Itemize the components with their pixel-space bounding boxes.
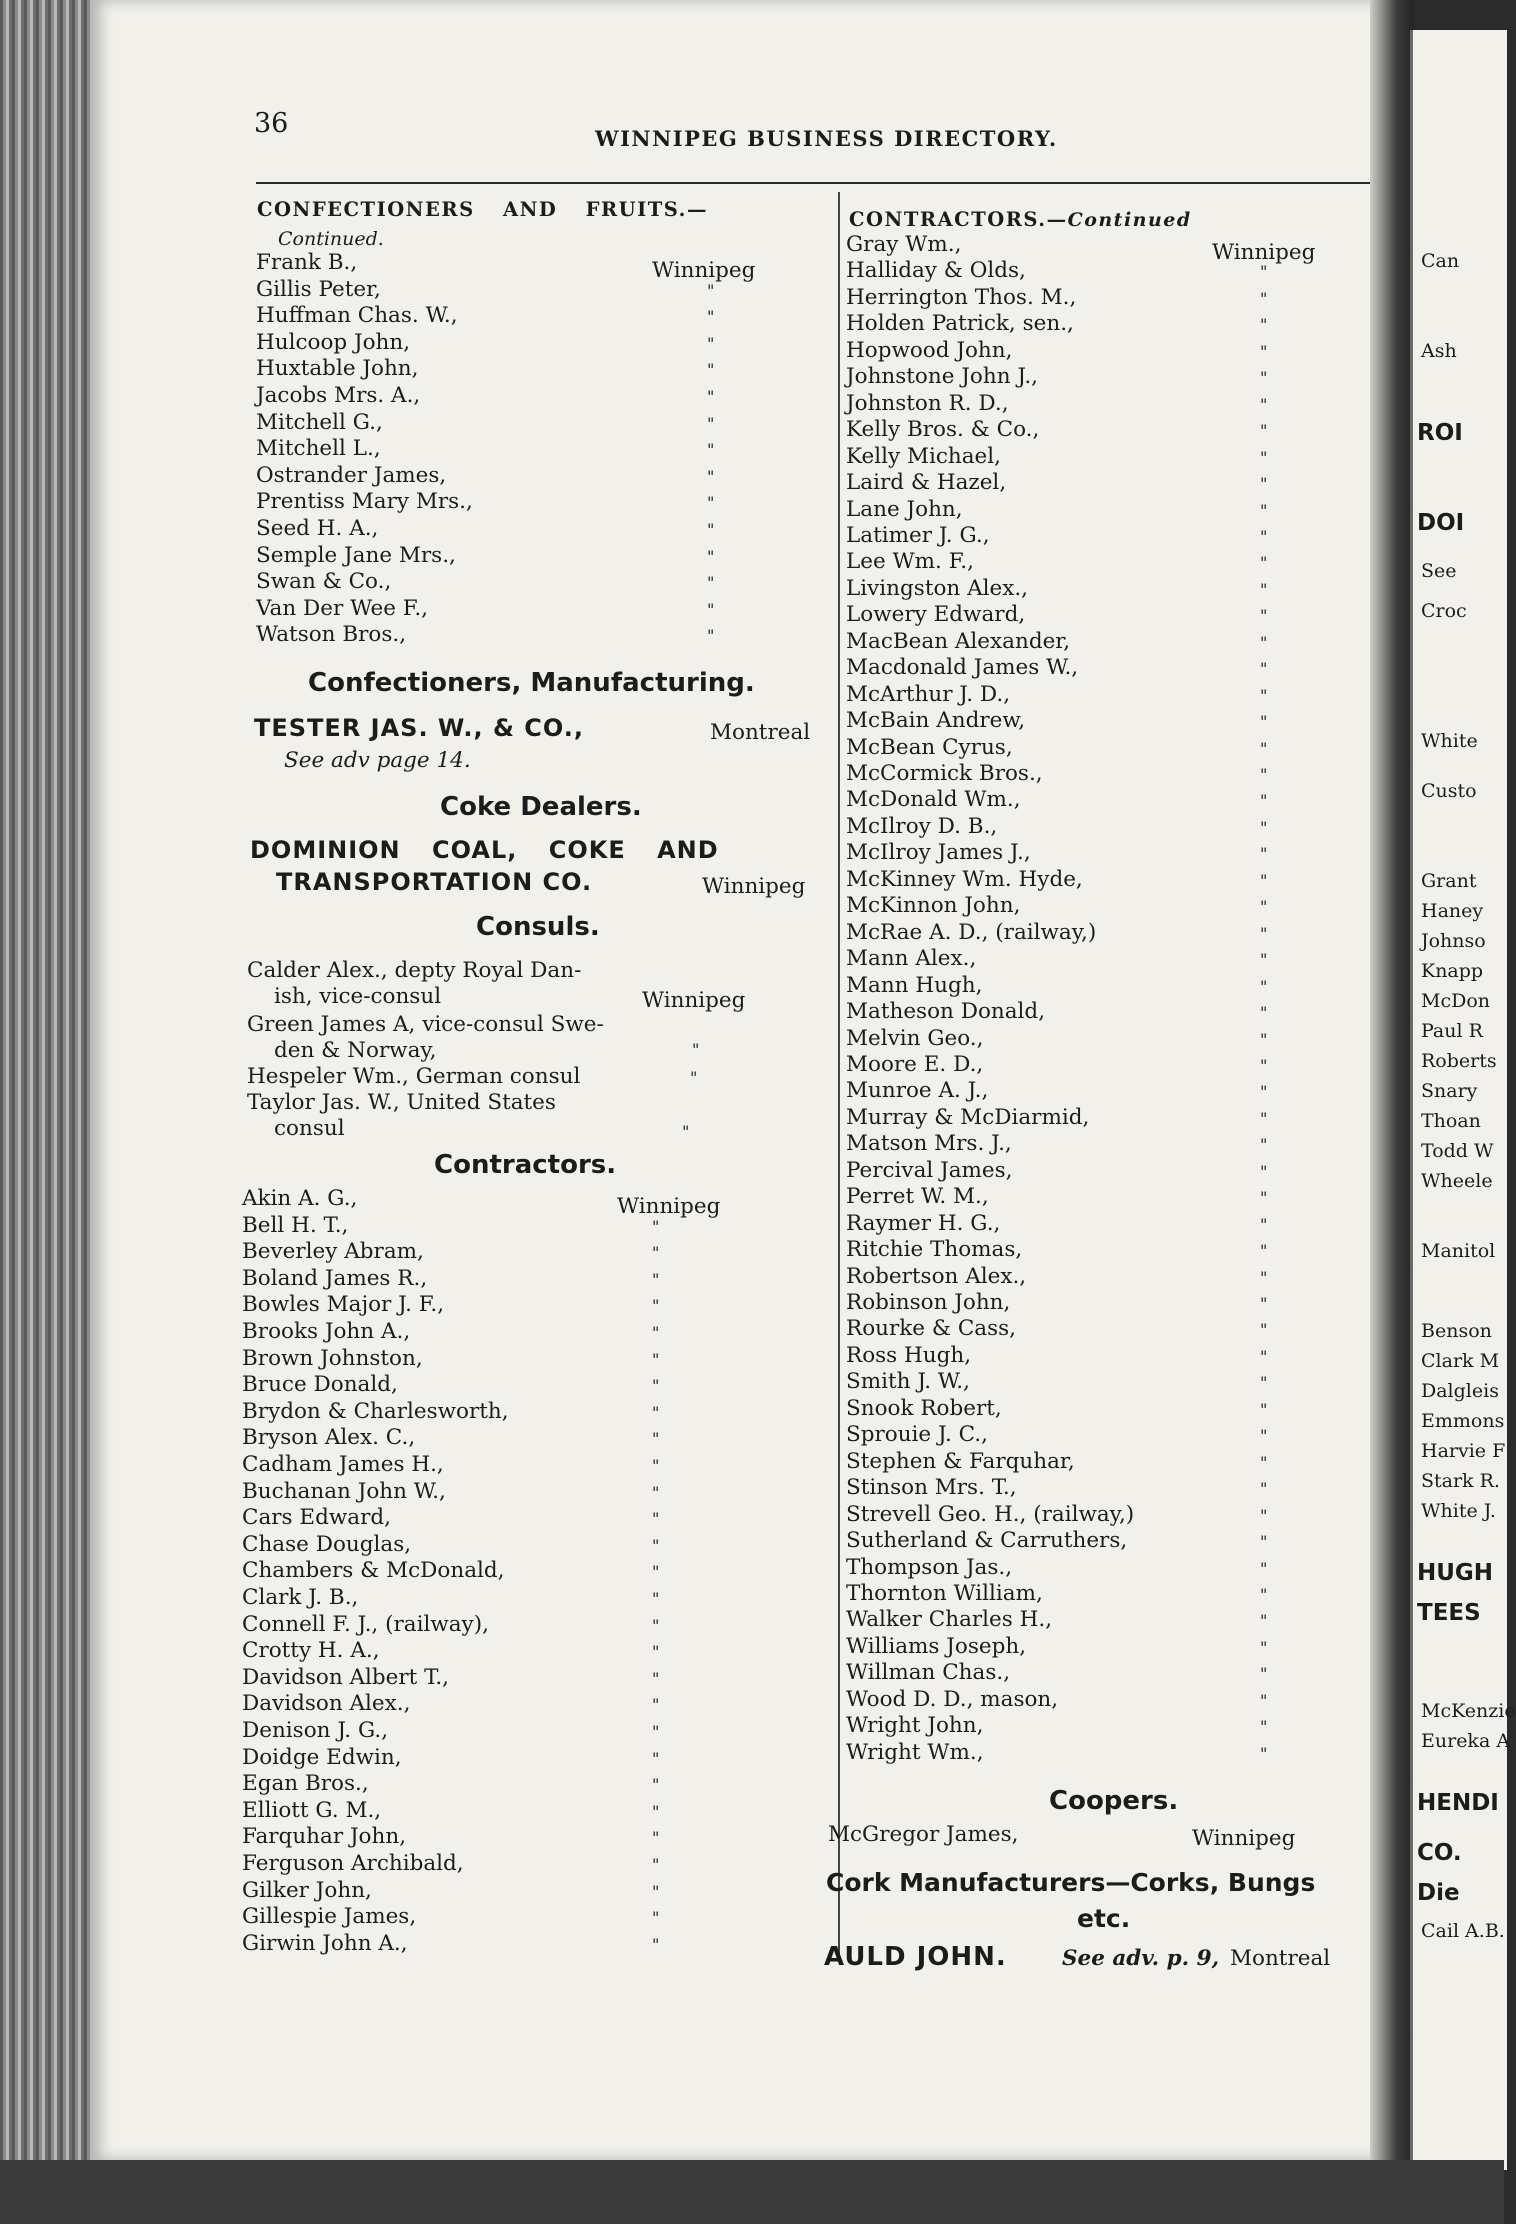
ditto-mark: " bbox=[652, 1775, 660, 1795]
entry-name: Thornton William, bbox=[846, 1580, 1043, 1606]
book-spine bbox=[0, 0, 100, 2224]
entry-name: Kelly Michael, bbox=[846, 443, 1001, 469]
entry-name: Boland James R., bbox=[242, 1265, 428, 1291]
facing-page-fragment: White J. bbox=[1421, 1500, 1496, 1522]
ditto-mark: " bbox=[1260, 394, 1268, 414]
column-divider bbox=[838, 192, 840, 1962]
entry-name: Gillespie James, bbox=[242, 1904, 417, 1930]
ditto-mark: " bbox=[652, 1349, 660, 1369]
entry-name: Rourke & Cass, bbox=[846, 1316, 1016, 1342]
facing-page-fragment: McDon bbox=[1421, 990, 1491, 1012]
ditto-mark: " bbox=[1260, 474, 1268, 494]
ditto-mark: " bbox=[1260, 712, 1268, 732]
ditto-mark: " bbox=[652, 1402, 660, 1422]
ditto-mark: " bbox=[707, 493, 715, 513]
entry-name: Seed H. A., bbox=[256, 516, 379, 541]
entry-name: Johnston R. D., bbox=[846, 390, 1009, 416]
continued-note: Continued. bbox=[278, 228, 384, 250]
entry-name: Mann Alex., bbox=[846, 946, 977, 972]
ditto-mark: " bbox=[1260, 1373, 1268, 1393]
ditto-mark: " bbox=[1260, 870, 1268, 890]
ditto-mark: " bbox=[652, 1535, 660, 1555]
entry-name: Holden Patrick, sen., bbox=[846, 311, 1074, 337]
ditto-mark: " bbox=[1260, 579, 1268, 599]
ditto-mark: " bbox=[1260, 1055, 1268, 1075]
header-rule bbox=[256, 182, 1402, 184]
ditto-mark: " bbox=[652, 1562, 660, 1582]
dominion-line1: DOMINION COAL, COKE AND bbox=[250, 836, 719, 864]
tester-place: Montreal bbox=[710, 720, 811, 745]
entry-name: McDonald Wm., bbox=[846, 787, 1021, 813]
entry-name: Matson Mrs. J., bbox=[846, 1131, 1012, 1157]
ditto-mark: " bbox=[1260, 1584, 1268, 1604]
facing-page-fragment: Johnso bbox=[1421, 930, 1486, 952]
entry-name: Smith J. W., bbox=[846, 1369, 970, 1395]
ditto-mark: " bbox=[1260, 1029, 1268, 1049]
entry-name: Farquhar John, bbox=[242, 1824, 407, 1850]
ditto-mark: " bbox=[1260, 685, 1268, 705]
entry-name: Bell H. T., bbox=[242, 1212, 349, 1238]
ditto-mark: " bbox=[1260, 421, 1268, 441]
entry-name: Halliday & Olds, bbox=[846, 258, 1026, 284]
ditto-mark: " bbox=[1260, 1558, 1268, 1578]
entry-name: Livingston Alex., bbox=[846, 575, 1029, 601]
entry-name: Sutherland & Carruthers, bbox=[846, 1528, 1128, 1554]
ditto-mark: " bbox=[1260, 950, 1268, 970]
entry-name: Watson Bros., bbox=[256, 622, 407, 648]
contractors-continued-title: CONTRACTORS.— bbox=[849, 208, 1068, 231]
ditto-mark: " bbox=[1260, 1108, 1268, 1128]
ditto-mark: " bbox=[707, 626, 715, 646]
facing-page-fragment: Roberts bbox=[1421, 1050, 1497, 1072]
dominion-line2: TRANSPORTATION CO. bbox=[276, 868, 593, 896]
ditto-mark: " bbox=[1260, 447, 1268, 467]
entry-name: Gray Wm., bbox=[846, 232, 962, 257]
facing-page-fragment: Die bbox=[1417, 1880, 1460, 1906]
facing-page-fragment: Eureka A bbox=[1421, 1730, 1511, 1752]
entry-name: McArthur J. D., bbox=[846, 681, 1011, 707]
entry-name: Robinson John, bbox=[846, 1290, 1011, 1315]
ditto-mark: " bbox=[1260, 1743, 1268, 1763]
entry-name: Doidge Edwin, bbox=[242, 1744, 402, 1770]
ditto-mark: " bbox=[1260, 1188, 1268, 1208]
entry-name: Swan & Co., bbox=[256, 569, 392, 595]
entry-name: McKinney Wm. Hyde, bbox=[846, 866, 1083, 892]
entry-name: Akin A. G., bbox=[242, 1186, 358, 1211]
entry-name: Semple Jane Mrs., bbox=[256, 542, 456, 568]
ditto-mark: " bbox=[652, 1722, 660, 1741]
facing-page-fragment: Grant bbox=[1421, 870, 1477, 892]
ditto-mark: " bbox=[1260, 1267, 1268, 1287]
ditto-mark: " bbox=[1260, 632, 1268, 652]
facing-page-fragment: Can bbox=[1421, 250, 1460, 272]
entry-name: Crotty H. A., bbox=[242, 1638, 380, 1664]
entry-name: Bowles Major J. F., bbox=[242, 1292, 445, 1318]
ditto-mark: " bbox=[1260, 368, 1268, 388]
entry-name: Wright Wm., bbox=[846, 1739, 984, 1765]
facing-page-fragment: Harvie F bbox=[1421, 1440, 1506, 1462]
entry-name: Prentiss Mary Mrs., bbox=[256, 489, 473, 515]
ditto-mark: " bbox=[707, 387, 715, 406]
coopers-heading: Coopers. bbox=[1049, 1786, 1179, 1816]
facing-page-fragment: Haney bbox=[1421, 900, 1484, 922]
ditto-mark: " bbox=[652, 1855, 660, 1874]
contractors-heading: Contractors. bbox=[434, 1150, 617, 1180]
entry-name: Murray & McDiarmid, bbox=[846, 1104, 1090, 1130]
ditto-mark: " bbox=[1260, 1452, 1268, 1472]
entry-name: Raymer H. G., bbox=[846, 1210, 1001, 1236]
entry-name: Snook Robert, bbox=[846, 1395, 1002, 1421]
facing-page-fragment: HUGH bbox=[1417, 1560, 1494, 1586]
ditto-mark: " bbox=[1260, 1664, 1268, 1684]
consul-line: Taylor Jas. W., United States bbox=[247, 1090, 556, 1115]
entry-name: Jacobs Mrs. A., bbox=[256, 383, 421, 408]
confectioners-heading: CONFECTIONERS AND FRUITS.— bbox=[257, 198, 708, 221]
facing-page-fragment: White bbox=[1421, 730, 1478, 752]
ditto-mark: " bbox=[707, 280, 715, 300]
ditto-mark: " bbox=[652, 1828, 660, 1848]
contractors-continued-heading bbox=[849, 208, 1192, 231]
ditto-mark: " bbox=[1260, 1082, 1268, 1102]
facing-page-fragment: Custo bbox=[1421, 780, 1477, 802]
ditto-mark: " bbox=[1260, 1003, 1268, 1023]
ditto-mark: " bbox=[1260, 976, 1268, 996]
consul-line: Calder Alex., depty Royal Dan- bbox=[247, 958, 582, 983]
entry-name: Moore E. D., bbox=[846, 1051, 984, 1077]
facing-page-fragment: TEES bbox=[1417, 1600, 1481, 1626]
entry-name: Stephen & Farquhar, bbox=[846, 1448, 1075, 1474]
consul-line: Green James A, vice-consul Swe- bbox=[247, 1012, 604, 1037]
entry-name: Willman Chas., bbox=[846, 1660, 1011, 1686]
entry-name: Robertson Alex., bbox=[846, 1263, 1027, 1289]
conf-mfg-heading: Confectioners, Manufacturing. bbox=[308, 668, 755, 698]
facing-page-fragment: HENDI bbox=[1417, 1790, 1499, 1816]
ditto-mark: " bbox=[1260, 1611, 1268, 1631]
ditto-mark: " bbox=[1260, 1505, 1268, 1525]
entry-name: Walker Charles H., bbox=[846, 1607, 1053, 1633]
entry-name: MacBean Alexander, bbox=[846, 628, 1071, 654]
ditto-mark: " bbox=[682, 1122, 690, 1141]
ditto-mark: " bbox=[1260, 1214, 1268, 1234]
facing-page-fragment: Thoan bbox=[1421, 1110, 1481, 1132]
ditto-mark: " bbox=[652, 1748, 660, 1768]
facing-page-fragment: Wheele bbox=[1421, 1170, 1493, 1192]
ditto-mark: " bbox=[1260, 765, 1268, 784]
entry-name: Frank B., bbox=[256, 250, 358, 275]
entry-name: Brydon & Charlesworth, bbox=[242, 1398, 509, 1424]
entry-name: Buchanan John W., bbox=[242, 1478, 446, 1504]
entry-name: Davidson Albert T., bbox=[242, 1664, 449, 1690]
ditto-mark: " bbox=[707, 307, 715, 327]
ditto-mark: " bbox=[652, 1296, 660, 1316]
entry-name: Stinson Mrs. T., bbox=[846, 1475, 1017, 1501]
facing-page-fragment: Ash bbox=[1421, 340, 1457, 362]
facing-page-fragment: Manitol bbox=[1421, 1240, 1496, 1262]
facing-page-fragment: Clark M bbox=[1421, 1350, 1500, 1372]
facing-page-fragment: Todd W bbox=[1421, 1140, 1494, 1162]
ditto-mark: " bbox=[652, 1589, 660, 1608]
entry-name: Cadham James H., bbox=[242, 1452, 444, 1477]
consuls-heading: Consuls. bbox=[476, 912, 600, 942]
entry-name: Hopwood John, bbox=[846, 337, 1013, 363]
entry-name: McBean Cyrus, bbox=[846, 734, 1013, 760]
ditto-mark: " bbox=[1260, 923, 1268, 943]
dominion-place: Winnipeg bbox=[702, 874, 806, 899]
entry-name: Gillis Peter, bbox=[256, 276, 381, 302]
ditto-mark: " bbox=[652, 1801, 660, 1821]
entry-name: Mitchell G., bbox=[256, 409, 383, 435]
ditto-mark: " bbox=[1260, 1346, 1268, 1366]
facing-page-fragment: CO. bbox=[1417, 1840, 1462, 1866]
entry-name: Chase Douglas, bbox=[242, 1531, 412, 1557]
facing-page-fragment: Snary bbox=[1421, 1080, 1478, 1102]
entry-name: Cars Edward, bbox=[242, 1505, 391, 1531]
ditto-mark: " bbox=[652, 1934, 660, 1954]
consul-line: consul bbox=[274, 1116, 345, 1141]
ditto-mark: " bbox=[1260, 1241, 1268, 1261]
bottom-edge bbox=[0, 2160, 1504, 2224]
ditto-mark: " bbox=[707, 546, 715, 566]
tester-adv: See adv page 14. bbox=[284, 748, 471, 773]
entry-name: Chambers & McDonald, bbox=[242, 1558, 505, 1584]
ditto-mark: " bbox=[1260, 817, 1268, 837]
ditto-mark: " bbox=[652, 1615, 660, 1635]
ditto-mark: " bbox=[707, 520, 715, 539]
entry-name: Laird & Hazel, bbox=[846, 470, 1007, 496]
ditto-mark: " bbox=[652, 1216, 660, 1236]
ditto-mark: " bbox=[1260, 844, 1268, 864]
entry-name: McIlroy D. B., bbox=[846, 813, 998, 839]
ditto-mark: " bbox=[652, 1429, 660, 1449]
coke-dealers-heading: Coke Dealers. bbox=[440, 792, 642, 822]
entry-name: Perret W. M., bbox=[846, 1184, 989, 1210]
ditto-mark: " bbox=[1260, 288, 1268, 308]
running-head: WINNIPEG BUSINESS DIRECTORY. bbox=[595, 126, 1058, 151]
page-number: 36 bbox=[254, 108, 289, 139]
entry-name: McRae A. D., (railway,) bbox=[846, 919, 1097, 945]
ditto-mark: " bbox=[707, 413, 715, 433]
ditto-mark: " bbox=[1260, 1637, 1268, 1657]
continued-note: Continued bbox=[1067, 209, 1192, 231]
tester-name: TESTER JAS. W., & CO., bbox=[254, 714, 585, 742]
auld-place: Montreal bbox=[1230, 1946, 1331, 1971]
ditto-mark: " bbox=[652, 1881, 660, 1901]
entry-name: Melvin Geo., bbox=[846, 1025, 984, 1051]
facing-page-fragment: Knapp bbox=[1421, 960, 1484, 982]
ditto-mark: " bbox=[1260, 500, 1268, 520]
ditto-mark: " bbox=[652, 1269, 660, 1289]
ditto-mark: " bbox=[1260, 1717, 1268, 1737]
entry-name: Girwin John A., bbox=[242, 1930, 408, 1956]
entry-name: Clark J. B., bbox=[242, 1585, 359, 1610]
entry-name: Bruce Donald, bbox=[242, 1372, 398, 1398]
entry-name: Mann Hugh, bbox=[846, 972, 983, 998]
entry-name: Lowery Edward, bbox=[846, 602, 1026, 628]
entry-name: Strevell Geo. H., (railway,) bbox=[846, 1501, 1135, 1527]
entry-name: Egan Bros., bbox=[242, 1771, 369, 1797]
entry-name: Kelly Bros. & Co., bbox=[846, 417, 1040, 443]
facing-page-fragment: Cail A.B. bbox=[1421, 1920, 1505, 1942]
ditto-mark: " bbox=[1260, 1161, 1268, 1181]
ditto-mark: " bbox=[1260, 897, 1268, 917]
ditto-mark: " bbox=[1260, 1426, 1268, 1446]
entry-name: McIlroy James J., bbox=[846, 840, 1031, 866]
facing-page-fragment: Stark R. bbox=[1421, 1470, 1500, 1492]
mcgregor-name: McGregor James, bbox=[828, 1822, 1019, 1847]
entry-name: Ross Hugh, bbox=[846, 1342, 972, 1368]
ditto-mark: " bbox=[1260, 1399, 1268, 1419]
ditto-mark: " bbox=[707, 333, 715, 353]
entry-name: Lee Wm. F., bbox=[846, 549, 974, 575]
facing-page-fragment: McKenzie bbox=[1421, 1700, 1516, 1722]
ditto-mark: " bbox=[1260, 553, 1268, 573]
entry-name: Gilker John, bbox=[242, 1877, 372, 1903]
consul-line: ish, vice-consul bbox=[274, 984, 442, 1009]
entry-name: McCormick Bros., bbox=[846, 761, 1043, 786]
ditto-mark: " bbox=[1260, 262, 1268, 282]
entry-name: McBain Andrew, bbox=[846, 708, 1026, 734]
entry-name: Ritchie Thomas, bbox=[846, 1237, 1023, 1263]
ditto-mark: " bbox=[652, 1323, 660, 1342]
ditto-mark: " bbox=[707, 599, 715, 619]
entry-name: Bryson Alex. C., bbox=[242, 1425, 416, 1451]
entry-name: Davidson Alex., bbox=[242, 1691, 411, 1717]
ditto-mark: " bbox=[652, 1376, 660, 1396]
mcgregor-place: Winnipeg bbox=[1192, 1826, 1296, 1851]
ditto-mark: " bbox=[652, 1456, 660, 1475]
entry-name: Sprouie J. C., bbox=[846, 1422, 988, 1448]
consul-line: Hespeler Wm., German consul bbox=[247, 1064, 581, 1089]
entry-name: McKinnon John, bbox=[846, 893, 1021, 919]
auld-name: AULD JOHN. bbox=[824, 1942, 1007, 1972]
entry-name: Ostrander James, bbox=[256, 462, 447, 488]
entry-name: Elliott G. M., bbox=[242, 1797, 382, 1823]
ditto-mark: " bbox=[707, 573, 715, 593]
entry-name: Wright John, bbox=[846, 1713, 984, 1739]
cork-heading-line2: etc. bbox=[1077, 1904, 1131, 1933]
ditto-mark: " bbox=[707, 466, 715, 486]
entry-name: Macdonald James W., bbox=[846, 655, 1079, 681]
facing-page-fragment: Dalgleis bbox=[1421, 1380, 1499, 1402]
ditto-mark: " bbox=[652, 1243, 660, 1263]
facing-page-fragment: See bbox=[1421, 560, 1457, 582]
entry-name: Herrington Thos. M., bbox=[846, 284, 1077, 310]
entry-place: Winnipeg bbox=[1212, 240, 1316, 265]
facing-page-fragment: Emmons bbox=[1421, 1410, 1505, 1432]
facing-page-fragment: Paul R bbox=[1421, 1020, 1483, 1042]
ditto-mark: " bbox=[652, 1642, 660, 1662]
ditto-mark: " bbox=[652, 1695, 660, 1715]
facing-page-fragment: DOI bbox=[1417, 510, 1465, 536]
ditto-mark: " bbox=[707, 360, 715, 380]
entry-name: Hulcoop John, bbox=[256, 329, 411, 355]
ditto-mark: " bbox=[652, 1509, 660, 1529]
entry-name: Brown Johnston, bbox=[242, 1345, 423, 1371]
entry-place: Winnipeg bbox=[617, 1194, 721, 1219]
directory-page bbox=[92, 0, 1410, 2160]
facing-page-fragment: Croc bbox=[1421, 600, 1467, 622]
ditto-mark: " bbox=[1260, 1135, 1268, 1155]
entry-name: Percival James, bbox=[846, 1157, 1013, 1183]
entry-name: Lane John, bbox=[846, 496, 963, 522]
ditto-mark: " bbox=[1260, 315, 1268, 335]
ditto-mark: " bbox=[707, 440, 715, 460]
ditto-mark: " bbox=[690, 1068, 698, 1087]
consul-line: den & Norway, bbox=[274, 1038, 437, 1063]
entry-name: Denison J. G., bbox=[242, 1718, 389, 1743]
entry-name: Johnstone John J., bbox=[846, 364, 1038, 390]
consul-place: Winnipeg bbox=[642, 988, 746, 1013]
ditto-mark: " bbox=[1260, 1479, 1268, 1499]
ditto-mark: " bbox=[1260, 791, 1268, 811]
entry-name: Brooks John A., bbox=[242, 1319, 411, 1344]
ditto-mark: " bbox=[1260, 738, 1268, 758]
entry-name: Connell F. J., (railway), bbox=[242, 1611, 489, 1637]
ditto-mark: " bbox=[1260, 606, 1268, 626]
ditto-mark: " bbox=[692, 1040, 700, 1059]
entry-place: Winnipeg bbox=[652, 258, 756, 283]
gutter-shadow bbox=[1370, 0, 1414, 2160]
auld-adv: See adv. p. 9, bbox=[1062, 1946, 1220, 1971]
entry-name: Huffman Chas. W., bbox=[256, 303, 458, 329]
entry-name: Munroe A. J., bbox=[846, 1078, 989, 1104]
ditto-mark: " bbox=[652, 1668, 660, 1688]
facing-page-fragment: Benson bbox=[1421, 1320, 1492, 1342]
cork-heading-line1: Cork Manufacturers—Corks, Bungs bbox=[826, 1868, 1316, 1897]
ditto-mark: " bbox=[1260, 341, 1268, 361]
entry-name: Wood D. D., mason, bbox=[846, 1686, 1059, 1712]
entry-name: Latimer J. G., bbox=[846, 522, 990, 548]
entry-name: Matheson Donald, bbox=[846, 999, 1046, 1025]
entry-name: Thompson Jas., bbox=[846, 1554, 1013, 1580]
ditto-mark: " bbox=[1260, 1532, 1268, 1552]
entry-name: Van Der Wee F., bbox=[256, 595, 428, 621]
ditto-mark: " bbox=[652, 1908, 660, 1928]
entry-name: Beverley Abram, bbox=[242, 1239, 424, 1265]
ditto-mark: " bbox=[652, 1482, 660, 1502]
entry-name: Ferguson Archibald, bbox=[242, 1851, 464, 1876]
ditto-mark: " bbox=[1260, 1320, 1268, 1340]
ditto-mark: " bbox=[1260, 659, 1268, 679]
facing-page-edge bbox=[1410, 30, 1516, 2170]
facing-page-fragment: ROI bbox=[1417, 420, 1463, 446]
ditto-mark: " bbox=[1260, 1690, 1268, 1710]
ditto-mark: " bbox=[1260, 1294, 1268, 1313]
ditto-mark: " bbox=[1260, 526, 1268, 546]
entry-name: Huxtable John, bbox=[256, 356, 419, 382]
entry-name: Williams Joseph, bbox=[846, 1633, 1027, 1659]
entry-name: Mitchell L., bbox=[256, 436, 381, 462]
